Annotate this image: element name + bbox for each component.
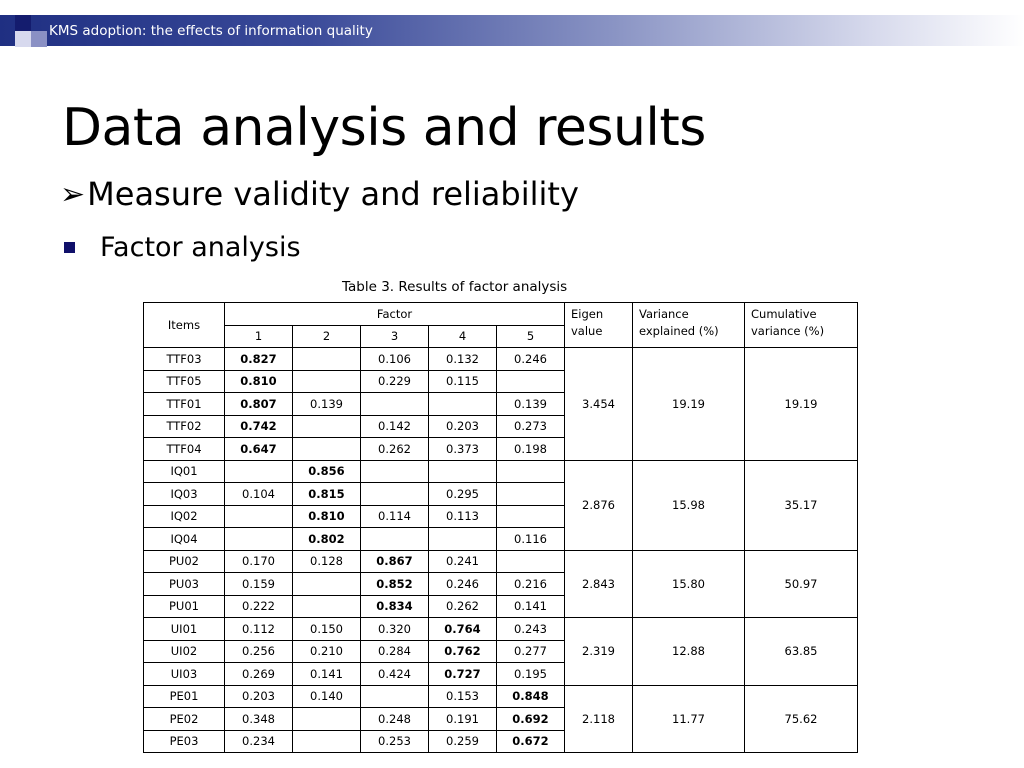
loading-cell: 0.672 xyxy=(497,730,565,753)
header-factor: Factor xyxy=(225,303,565,326)
loading-cell: 0.246 xyxy=(497,348,565,371)
loading-cell xyxy=(293,415,361,438)
subtitle-line xyxy=(60,175,579,213)
loading-cell xyxy=(497,483,565,506)
loading-cell xyxy=(293,438,361,461)
loading-cell xyxy=(497,505,565,528)
loading-cell: 0.222 xyxy=(225,595,293,618)
loading-cell: 0.262 xyxy=(429,595,497,618)
logo-square-mid xyxy=(31,31,47,47)
loading-cell: 0.834 xyxy=(361,595,429,618)
loading-cell xyxy=(225,505,293,528)
variance-cell: 12.88 xyxy=(633,618,745,686)
factor-analysis-table xyxy=(143,302,858,753)
loading-cell: 0.807 xyxy=(225,393,293,416)
loading-cell xyxy=(361,393,429,416)
header-factor-number: 5 xyxy=(497,325,565,348)
loading-cell: 0.128 xyxy=(293,550,361,573)
loading-cell xyxy=(361,460,429,483)
loading-cell: 0.139 xyxy=(497,393,565,416)
item-cell: TTF02 xyxy=(144,415,225,438)
item-cell: PE02 xyxy=(144,708,225,731)
loading-cell: 0.253 xyxy=(361,730,429,753)
loading-cell xyxy=(293,348,361,371)
bullet-line xyxy=(64,232,301,263)
loading-cell: 0.248 xyxy=(361,708,429,731)
item-cell: TTF04 xyxy=(144,438,225,461)
table-body xyxy=(144,348,858,753)
loading-cell: 0.727 xyxy=(429,663,497,686)
item-cell: IQ04 xyxy=(144,528,225,551)
loading-cell: 0.132 xyxy=(429,348,497,371)
logo-square-light xyxy=(15,31,31,47)
loading-cell: 0.802 xyxy=(293,528,361,551)
cumulative-cell: 63.85 xyxy=(745,618,858,686)
eigen-value-cell: 2.843 xyxy=(565,550,633,618)
eigen-value-cell: 2.319 xyxy=(565,618,633,686)
loading-cell: 0.259 xyxy=(429,730,497,753)
loading-cell: 0.243 xyxy=(497,618,565,641)
cumulative-cell: 35.17 xyxy=(745,460,858,550)
loading-cell xyxy=(497,460,565,483)
item-cell: IQ02 xyxy=(144,505,225,528)
loading-cell: 0.112 xyxy=(225,618,293,641)
loading-cell: 0.246 xyxy=(429,573,497,596)
table-row xyxy=(144,460,858,483)
loading-cell: 0.764 xyxy=(429,618,497,641)
loading-cell: 0.191 xyxy=(429,708,497,731)
loading-cell: 0.284 xyxy=(361,640,429,663)
header-factor-number: 4 xyxy=(429,325,497,348)
loading-cell: 0.867 xyxy=(361,550,429,573)
loading-cell: 0.815 xyxy=(293,483,361,506)
loading-cell: 0.115 xyxy=(429,370,497,393)
loading-cell: 0.295 xyxy=(429,483,497,506)
eigen-value-cell: 2.118 xyxy=(565,685,633,753)
cumulative-cell: 50.97 xyxy=(745,550,858,618)
header-factor-number: 1 xyxy=(225,325,293,348)
header-eigen: Eigen value xyxy=(565,303,633,348)
loading-cell: 0.198 xyxy=(497,438,565,461)
loading-cell xyxy=(497,370,565,393)
item-cell: PU03 xyxy=(144,573,225,596)
loading-cell: 0.113 xyxy=(429,505,497,528)
item-cell: TTF05 xyxy=(144,370,225,393)
bullet-text: Factor analysis xyxy=(100,232,301,263)
loading-cell: 0.141 xyxy=(497,595,565,618)
slide-title: Data analysis and results xyxy=(62,98,706,158)
loading-cell: 0.348 xyxy=(225,708,293,731)
table-row xyxy=(144,348,858,371)
loading-cell: 0.170 xyxy=(225,550,293,573)
loading-cell: 0.856 xyxy=(293,460,361,483)
header-factor-number: 2 xyxy=(293,325,361,348)
loading-cell xyxy=(429,460,497,483)
loading-cell: 0.141 xyxy=(293,663,361,686)
loading-cell: 0.104 xyxy=(225,483,293,506)
square-bullet-icon xyxy=(64,242,75,253)
loading-cell: 0.116 xyxy=(497,528,565,551)
loading-cell xyxy=(293,595,361,618)
arrow-bullet-icon: ➢ xyxy=(60,176,86,212)
loading-cell: 0.114 xyxy=(361,505,429,528)
loading-cell: 0.692 xyxy=(497,708,565,731)
loading-cell: 0.852 xyxy=(361,573,429,596)
variance-cell: 11.77 xyxy=(633,685,745,753)
table-row xyxy=(144,685,858,708)
loading-cell: 0.241 xyxy=(429,550,497,573)
loading-cell: 0.216 xyxy=(497,573,565,596)
header-cumulative: Cumulative variance (%) xyxy=(745,303,858,348)
loading-cell xyxy=(293,708,361,731)
loading-cell: 0.229 xyxy=(361,370,429,393)
item-cell: PU02 xyxy=(144,550,225,573)
loading-cell: 0.150 xyxy=(293,618,361,641)
variance-cell: 15.80 xyxy=(633,550,745,618)
cumulative-cell: 19.19 xyxy=(745,348,858,461)
loading-cell: 0.140 xyxy=(293,685,361,708)
loading-cell xyxy=(429,528,497,551)
loading-cell: 0.647 xyxy=(225,438,293,461)
loading-cell: 0.234 xyxy=(225,730,293,753)
loading-cell xyxy=(361,685,429,708)
item-cell: PU01 xyxy=(144,595,225,618)
logo-square-dark xyxy=(15,15,31,31)
loading-cell xyxy=(361,528,429,551)
loading-cell xyxy=(293,573,361,596)
loading-cell: 0.210 xyxy=(293,640,361,663)
loading-cell: 0.373 xyxy=(429,438,497,461)
cumulative-cell: 75.62 xyxy=(745,685,858,753)
item-cell: UI02 xyxy=(144,640,225,663)
item-cell: TTF01 xyxy=(144,393,225,416)
loading-cell: 0.106 xyxy=(361,348,429,371)
item-cell: IQ01 xyxy=(144,460,225,483)
header-factor-number: 3 xyxy=(361,325,429,348)
loading-cell: 0.762 xyxy=(429,640,497,663)
loading-cell xyxy=(361,483,429,506)
loading-cell: 0.320 xyxy=(361,618,429,641)
table-caption: Table 3. Results of factor analysis xyxy=(342,279,568,295)
loading-cell: 0.139 xyxy=(293,393,361,416)
loading-cell: 0.262 xyxy=(361,438,429,461)
loading-cell xyxy=(497,550,565,573)
loading-cell: 0.277 xyxy=(497,640,565,663)
item-cell: UI03 xyxy=(144,663,225,686)
table-row xyxy=(144,618,858,641)
header-items: Items xyxy=(144,303,225,348)
loading-cell: 0.742 xyxy=(225,415,293,438)
loading-cell: 0.195 xyxy=(497,663,565,686)
item-cell: TTF03 xyxy=(144,348,225,371)
item-cell: PE03 xyxy=(144,730,225,753)
loading-cell xyxy=(225,460,293,483)
header-banner-text: KMS adoption: the effects of information quality xyxy=(49,23,373,39)
loading-cell: 0.810 xyxy=(293,505,361,528)
item-cell: IQ03 xyxy=(144,483,225,506)
loading-cell xyxy=(293,730,361,753)
header-variance: Variance explained (%) xyxy=(633,303,745,348)
loading-cell: 0.203 xyxy=(225,685,293,708)
loading-cell: 0.142 xyxy=(361,415,429,438)
eigen-value-cell: 3.454 xyxy=(565,348,633,461)
table-row xyxy=(144,550,858,573)
loading-cell: 0.256 xyxy=(225,640,293,663)
loading-cell xyxy=(429,393,497,416)
variance-cell: 15.98 xyxy=(633,460,745,550)
loading-cell: 0.203 xyxy=(429,415,497,438)
loading-cell: 0.273 xyxy=(497,415,565,438)
loading-cell xyxy=(293,370,361,393)
subtitle-text: Measure validity and reliability xyxy=(87,175,579,213)
loading-cell: 0.153 xyxy=(429,685,497,708)
loading-cell: 0.827 xyxy=(225,348,293,371)
item-cell: UI01 xyxy=(144,618,225,641)
loading-cell: 0.424 xyxy=(361,663,429,686)
loading-cell: 0.159 xyxy=(225,573,293,596)
variance-cell: 19.19 xyxy=(633,348,745,461)
item-cell: PE01 xyxy=(144,685,225,708)
loading-cell xyxy=(225,528,293,551)
eigen-value-cell: 2.876 xyxy=(565,460,633,550)
loading-cell: 0.269 xyxy=(225,663,293,686)
loading-cell: 0.848 xyxy=(497,685,565,708)
loading-cell: 0.810 xyxy=(225,370,293,393)
